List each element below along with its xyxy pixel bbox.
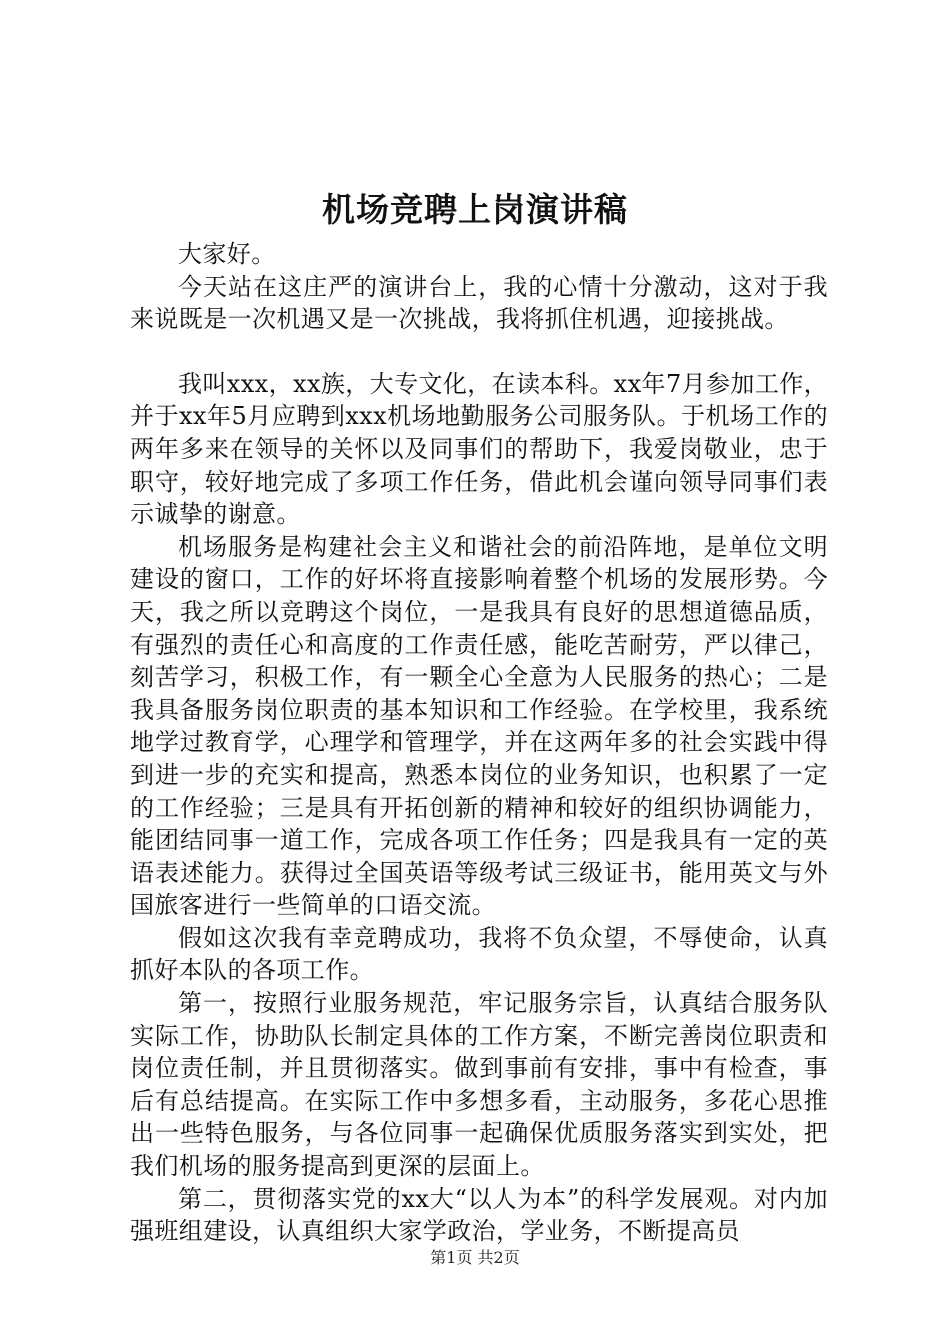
paragraph-commitment: 假如这次我有幸竞聘成功，我将不负众望，不辱使命，认真抓好本队的各项工作。 <box>130 923 828 985</box>
document-title: 机场竞聘上岗演讲稿 <box>322 190 628 229</box>
paragraph-point-one: 第一，按照行业服务规范，牢记服务宗旨，认真结合服务队实际工作，协助队长制定具体的工作方案，不断完善岗位职责和岗位责任制，并且贯彻落实。做到事前有安排，事中有检查，事后有总结提高。在实际工作中多想多看，主动服务，多花心思推出一些特色服务，与各位同事一起确保优质服务落实到实处，把我们机场的服务提高到更深的层面上。 <box>130 989 828 1181</box>
page-footer: 第1页 共2页 <box>430 1248 520 1267</box>
paragraph-greeting: 大家好。 <box>178 240 276 268</box>
paragraph-qualifications: 机场服务是构建社会主义和谐社会的前沿阵地，是单位文明建设的窗口，工作的好坏将直接影响着整个机场的发展形势。今天，我之所以竞聘这个岗位，一是我具有良好的思想道德品质，有强烈的责任心和高度的工作责任感，能吃苦耐劳，严以律己，刻苦学习，积极工作，有一颗全心全意为人民服务的热心；二是我具备服务岗位职责的基本知识和工作经验。在学校里，我系统地学过教育学，心理学和管理学，并在这两年多的社会实践中得到进一步的充实和提高，熟悉本岗位的业务知识，也积累了一定的工作经验；三是具有开拓创新的精神和较好的组织协调能力，能团结同事一道工作，完成各项工作任务；四是我具有一定的英语表述能力。获得过全国英语等级考试三级证书，能用英文与外国旅客进行一些简单的口语交流。 <box>130 532 828 920</box>
paragraph-spacer <box>130 336 828 368</box>
paragraph-self-introduction: 我叫xxx，xx族，大专文化，在读本科。xx年7月参加工作，并于xx年5月应聘到xxx机场地勤服务公司服务队。于机场工作的两年多来在领导的关怀以及同事们的帮助下，我爱岗敬业，忠于职守，较好地完成了多项工作任务，借此机会谨向领导同事们表示诚挚的谢意。 <box>130 369 829 529</box>
paragraph-point-two: 第二，贯彻落实党的xx大“以人为本”的科学发展观。对内加强班组建设，认真组织大家学政治，学业务，不断提高员 <box>130 1184 828 1246</box>
document-body <box>130 238 828 1248</box>
paragraph-opening: 今天站在这庄严的演讲台上，我的心情十分激动，这对于我来说既是一次机遇又是一次挑战，我将抓住机遇，迎接挑战。 <box>130 272 828 334</box>
